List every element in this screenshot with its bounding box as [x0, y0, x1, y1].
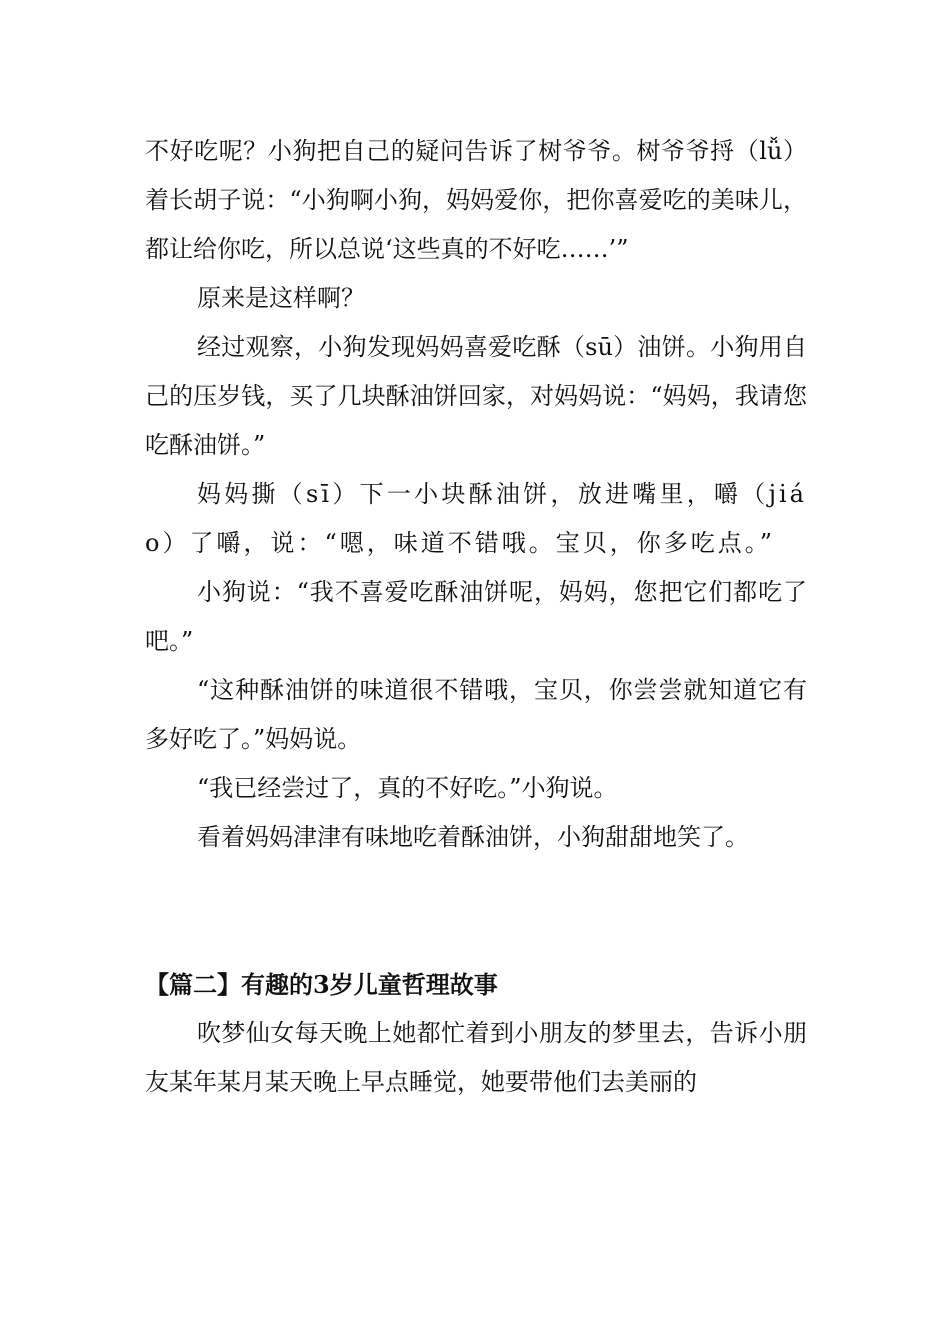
paragraph-4: 妈妈撕（sī）下一小块酥油饼，放进嘴里，嚼（jiáo）了嚼，说：“嗯，味道不错哦。宝贝，你多吃点。”: [145, 480, 807, 557]
paragraph-2: 原来是这样啊？: [197, 284, 365, 312]
document-page: [145, 127, 807, 1107]
paragraph-3: 经过观察，小狗发现妈妈喜爱吃酥（sū）油饼。小狗用自己的压岁钱，买了几块酥油饼回家，对妈妈说：“妈妈，我请您吃酥油饼。”: [145, 333, 807, 459]
paragraph-8: 看着妈妈津津有味地吃着酥油饼，小狗甜甜地笑了。: [197, 823, 749, 851]
paragraph-6: “这种酥油饼的味道很不错哦，宝贝，你尝尝就知道它有多好吃了。”妈妈说。: [145, 676, 807, 753]
paragraph-1: 不好吃呢？小狗把自己的疑问告诉了树爷爷。树爷爷捋（lǚ）着长胡子说：“小狗啊小狗，妈妈爱你，把你喜爱吃的美味儿，都让给你吃，所以总说‘这些真的不好吃……’”: [145, 137, 807, 263]
paragraph-7: “我已经尝过了，真的不好吃。”小狗说。: [197, 774, 618, 802]
paragraph-9: 吹梦仙女每天晚上她都忙着到小朋友的梦里去，告诉小朋友某年某月某天晚上早点睡觉，她要带他们去美丽的: [145, 1019, 807, 1096]
paragraph-5: 小狗说：“我不喜爱吃酥油饼呢，妈妈，您把它们都吃了吧。”: [145, 578, 807, 655]
section-heading: 【篇二】有趣的3岁儿童哲理故事: [145, 970, 498, 999]
section-spacer: [145, 862, 807, 960]
